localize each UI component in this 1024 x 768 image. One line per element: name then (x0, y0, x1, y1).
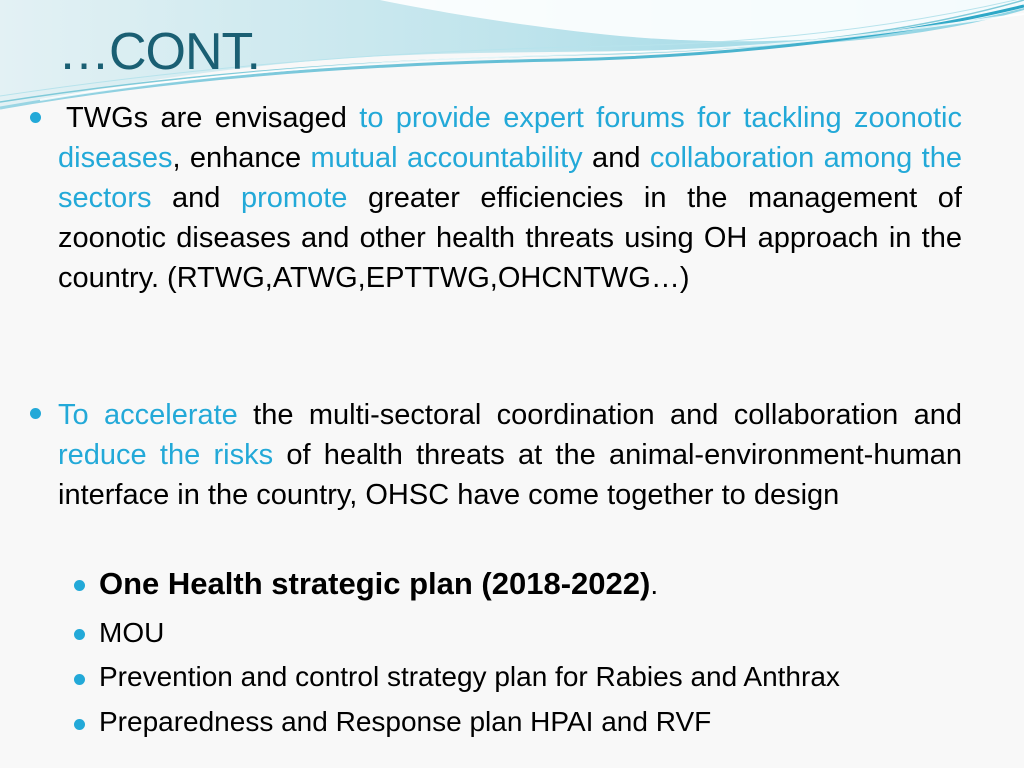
subitem-hpai-rvf: Preparedness and Response plan HPAI and RVF (99, 706, 712, 737)
highlight-text: collaboration among the sectors (58, 142, 962, 214)
sub-bullet-icon (74, 719, 85, 730)
bullet-text: TWGs are envisaged (66, 102, 360, 134)
bullet-twgs: TWGs are envisaged to provide expert forums for tackling zoonotic diseases, enhance mutual accountability and collaboration among the sectors and promote greater efficiencies in the management of zoonotic diseases and other health threats using OH approach in the country. (RTWG,ATWG,EPTTWG,OHCNTWG…) (58, 102, 962, 294)
bullet-accelerate: To accelerate the multi-sectoral coordination and collaboration and reduce the risks of health threats at the animal-environment-human interface in the country, OHSC have come together to design (58, 399, 963, 511)
sub-bullet-icon (74, 674, 85, 685)
bullet-icon (30, 408, 41, 419)
subitem-rabies-anthrax: Prevention and control strategy plan for Rabies and Anthrax (99, 661, 840, 692)
highlight-text: mutual accountability (310, 142, 583, 174)
sub-bullet-icon (74, 580, 85, 591)
sub-bullet-icon (74, 629, 85, 640)
subitem-mou: MOU (99, 617, 165, 648)
bullet-icon (30, 112, 41, 123)
subitem-strategic-plan: One Health strategic plan (2018-2022). (99, 566, 659, 601)
highlight-text: To accelerate (58, 399, 238, 431)
highlight-text: reduce the risks (58, 439, 274, 471)
highlight-text: promote (241, 182, 348, 214)
highlight-text: to provide expert forums for tackling zoonotic diseases (58, 102, 962, 174)
slide-title: …CONT. (58, 23, 260, 81)
